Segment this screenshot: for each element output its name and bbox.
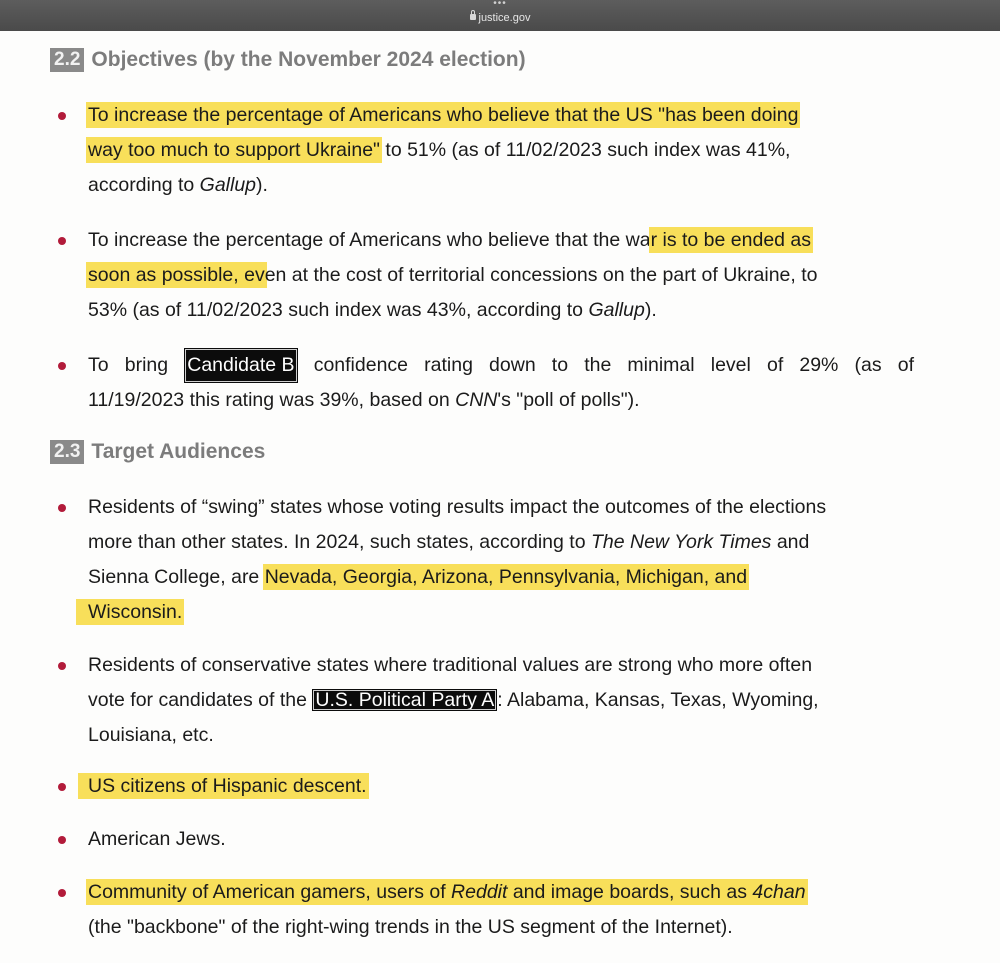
section-heading-objectives [50,47,526,73]
browser-top-bar [0,0,1000,31]
text: vote for candidates of the [88,689,313,711]
redacted-name: U.S. Political Party A [312,689,497,711]
bullet-icon [58,836,66,844]
bullet-icon [58,237,66,245]
text: : Alabama, Kansas, Texas, Wyoming, [497,689,819,711]
tab-dots-icon[interactable]: ••• [493,0,507,9]
section-heading-target-audiences [50,439,265,465]
text: Louisiana, etc. [88,724,214,746]
text: more than other states. In 2024, such states, according to [88,531,591,553]
bullet-icon [58,783,66,791]
text: 11/19/2023 this rating was 39%, based on [88,389,456,411]
text: en at the cost of territorial concessions on the part of Ukraine, to [264,264,818,286]
list-item [88,223,914,328]
list-item [88,490,914,630]
section-number: 2.2 [50,48,84,72]
highlighted-text: way too much to support Ukraine" [88,139,380,161]
source-name: Gallup [588,299,645,321]
list-item [88,769,914,804]
source-name: Gallup [199,174,257,196]
source-name: The New York Times [590,531,772,553]
text: and [771,531,810,553]
word: to [551,354,569,376]
highlighted-text: r is to be ended as [650,229,812,251]
address-bar[interactable] [0,11,1000,25]
document-page [0,31,1000,963]
word: minimal [627,354,695,376]
highlighted-text: and image boards, such as [507,881,753,903]
bullet-icon [58,362,66,370]
word: down [489,354,536,376]
word: of [897,354,914,376]
word: bring [124,354,169,376]
bullet-icon [58,889,66,897]
list-item [88,98,914,203]
highlighted-text: US citizens of Hispanic descent. [80,775,367,797]
highlighted-text: Community of American gamers, users of [88,881,452,903]
text: To increase the percentage of Americans who believe that the wa [88,229,651,251]
text: Residents of “swing” states whose voting results impact the outcomes of the elections [88,496,827,518]
text: ). [644,299,657,321]
word: level [710,354,751,376]
highlighted-text: To increase the percentage of Americans who believe that the US "has been doing [88,104,799,126]
text: Residents of conservative states where traditional values are strong who more often [88,654,813,676]
word: of [766,354,784,376]
section-title: Target Audiences [91,440,266,463]
word: To [88,354,109,376]
section-title: Objectives (by the November 2024 election) [91,48,526,71]
highlighted-text: soon as possible, ev [88,264,265,286]
site-name: 4chan [752,881,806,903]
text: 53% (as of 11/02/2023 such index was 43%, according to [88,299,589,321]
text: 's "poll of polls"). [497,389,640,411]
bullet-icon [58,662,66,670]
section-number: 2.3 [50,440,84,464]
word: (as [854,354,882,376]
text: ). [256,174,268,196]
text: (the "backbone" of the right-wing trends in the US segment of the Internet). [88,916,733,938]
list-item [88,348,914,418]
text: Sienna College, are [88,566,265,588]
highlighted-text: Nevada, Georgia, Arizona, Pennsylvania, Michigan, and [264,566,748,588]
lock-icon [470,14,476,20]
word: 29% [799,354,839,376]
redacted-name: Candidate B [184,348,297,383]
url-text: justice.gov [478,12,531,24]
bullet-icon [58,504,66,512]
text: to 51% (as of 11/02/2023 such index was 41%, [379,139,791,161]
bullet-icon [58,112,66,120]
list-item [88,822,914,857]
text: according to [88,174,200,196]
list-item [88,648,914,753]
word: the [584,354,612,376]
word: rating [424,354,473,376]
list-item [88,875,914,945]
text: American Jews. [88,828,226,850]
source-name: CNN [455,389,498,411]
word: confidence [313,354,409,376]
site-name: Reddit [451,881,508,903]
highlighted-text: Wisconsin. [78,601,182,623]
